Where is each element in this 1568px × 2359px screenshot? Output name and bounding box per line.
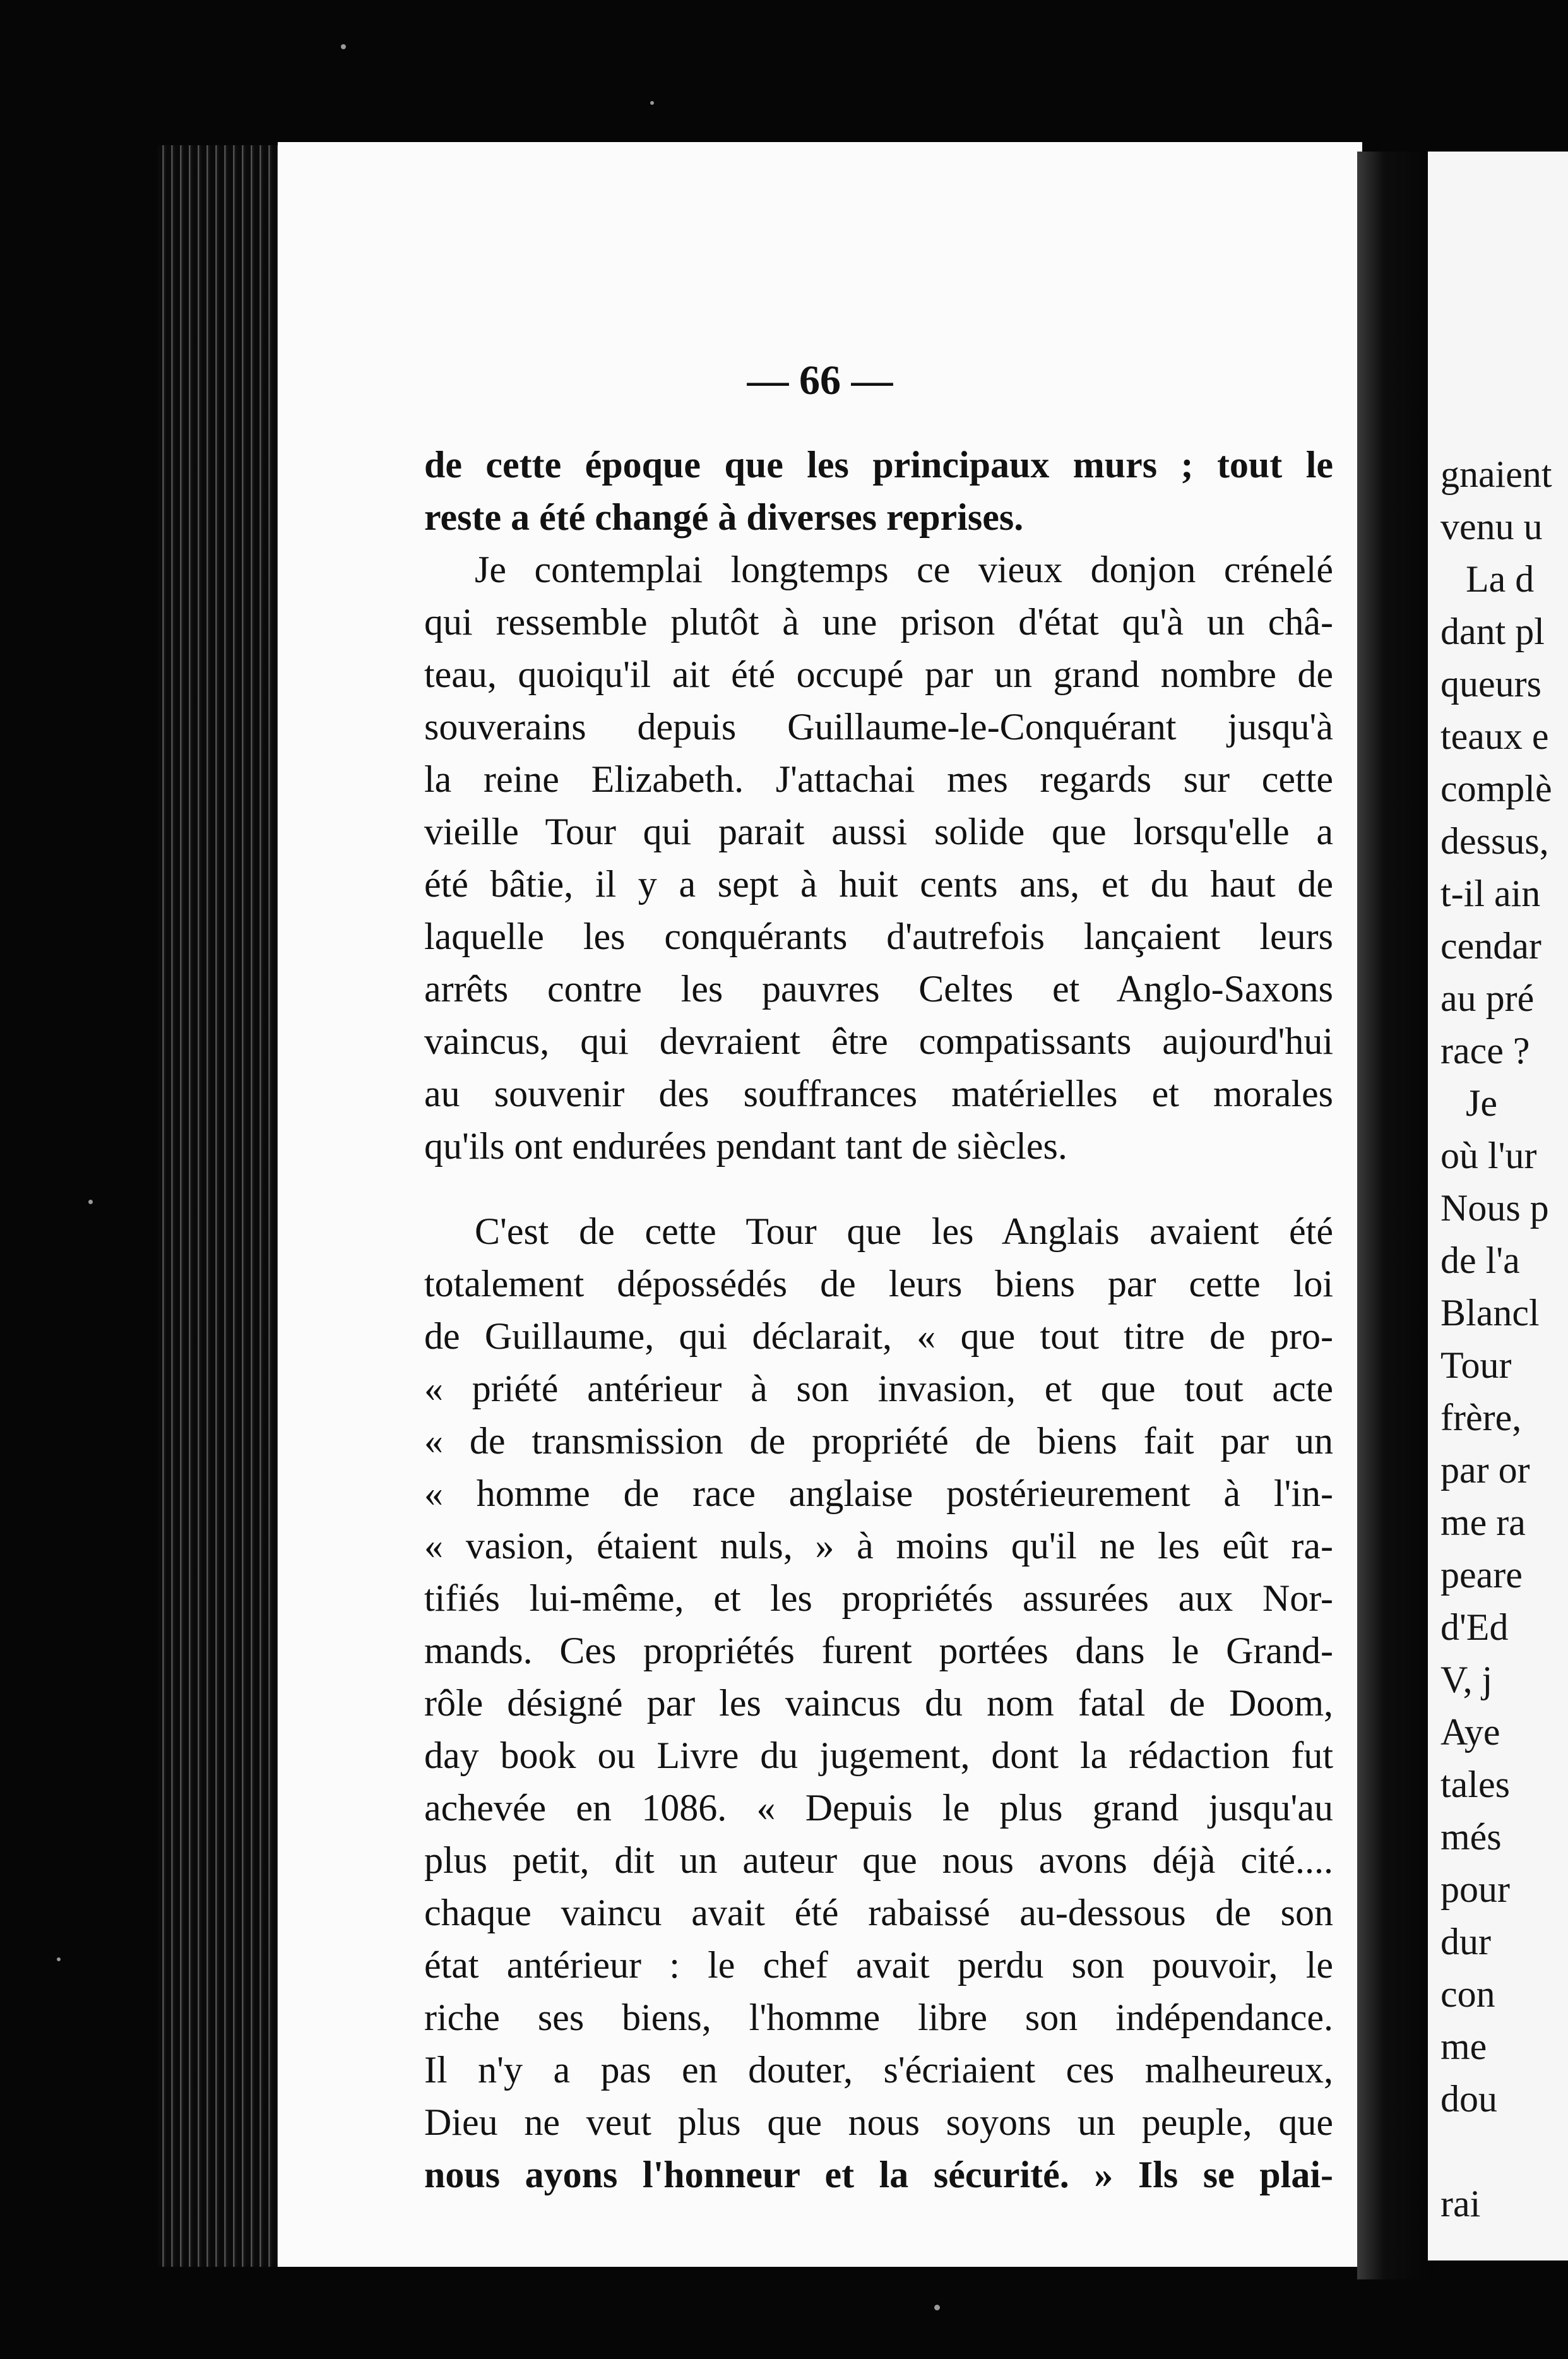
facing-page-line: peare bbox=[1440, 1554, 1523, 1596]
paragraph-gap bbox=[424, 1173, 1333, 1205]
text-line: achevée en 1086. « Depuis le plus grand jusqu'au bbox=[424, 1787, 1333, 1829]
facing-page-line: cendar bbox=[1440, 925, 1541, 967]
scan-speck bbox=[341, 44, 346, 49]
facing-page-line: La d bbox=[1466, 558, 1535, 600]
text-line: « homme de race anglaise postérieurement à l'in- bbox=[424, 1472, 1333, 1514]
facing-page-line: me bbox=[1440, 2026, 1487, 2067]
text-line: qu'ils ont endurées pendant tant de siècles. bbox=[424, 1125, 1067, 1167]
page-body-text bbox=[424, 439, 1333, 2201]
scan-speck bbox=[934, 2305, 940, 2310]
facing-page-line: Aye bbox=[1440, 1711, 1500, 1753]
facing-page-line: où l'ur bbox=[1440, 1135, 1537, 1176]
text-line: rôle désigné par les vaincus du nom fatal de Doom, bbox=[424, 1682, 1333, 1724]
text-line: riche ses biens, l'homme libre son indépendance. bbox=[424, 1997, 1333, 2038]
facing-page-line: tales bbox=[1440, 1764, 1510, 1805]
text-line: au souvenir des souffrances matérielles et morales bbox=[424, 1073, 1333, 1114]
text-line: arrêts contre les pauvres Celtes et Anglo-Saxons bbox=[424, 968, 1333, 1010]
facing-page-line: V, j bbox=[1440, 1659, 1493, 1700]
facing-page-line: dur bbox=[1440, 1921, 1491, 1962]
facing-page-line: teaux e bbox=[1440, 715, 1549, 757]
text-line: Il n'y a pas en douter, s'écriaient ces malheureux, bbox=[424, 2049, 1333, 2091]
text-line: vieille Tour qui parait aussi solide que lorsqu'elle a bbox=[424, 811, 1333, 852]
text-line: nous ayons l'honneur et la sécurité. » Ils se plai- bbox=[424, 2154, 1333, 2195]
facing-page-line: t-il ain bbox=[1440, 873, 1541, 914]
facing-page-line: d'Ed bbox=[1440, 1606, 1509, 1648]
facing-page-line: Je bbox=[1466, 1082, 1497, 1124]
text-line: C'est de cette Tour que les Anglais avaient été bbox=[475, 1210, 1333, 1252]
text-line: été bâtie, il y a sept à huit cents ans, et du haut de bbox=[424, 863, 1333, 905]
text-line: totalement dépossédés de leurs biens par cette loi bbox=[424, 1263, 1333, 1305]
facing-page-line: venu u bbox=[1440, 506, 1543, 547]
text-line: reste a été changé à diverses reprises. bbox=[424, 496, 1024, 538]
scan-speck bbox=[88, 1200, 93, 1204]
text-line: chaque vaincu avait été rabaissé au-dessous de son bbox=[424, 1892, 1333, 1933]
text-line: plus petit, dit un auteur que nous avons déjà cité.... bbox=[424, 1839, 1333, 1881]
facing-page-line: pour bbox=[1440, 1868, 1510, 1910]
facing-page-text bbox=[1440, 448, 1552, 2230]
text-line: vaincus, qui devraient être compatissants aujourd'hui bbox=[424, 1020, 1333, 1062]
text-line: mands. Ces propriétés furent portées dans le Grand- bbox=[424, 1630, 1333, 1671]
page-stack-edge bbox=[158, 145, 278, 2267]
text-line: « vasion, étaient nuls, » à moins qu'il ne les eût ra- bbox=[424, 1525, 1333, 1567]
facing-page-line: con bbox=[1440, 1973, 1495, 2015]
facing-page-line: dou bbox=[1440, 2078, 1497, 2120]
facing-page-line: frère, bbox=[1440, 1397, 1522, 1438]
facing-page-line: gnaient bbox=[1440, 453, 1552, 495]
facing-page-line: dant pl bbox=[1440, 611, 1545, 652]
facing-page-line: Tour bbox=[1440, 1344, 1512, 1386]
binding-gutter bbox=[1357, 152, 1433, 2279]
text-line: laquelle les conquérants d'autrefois lançaient leurs bbox=[424, 916, 1333, 957]
facing-page-fragment bbox=[1428, 152, 1568, 2260]
page-number: — 66 — bbox=[747, 357, 893, 403]
text-line: Je contemplai longtemps ce vieux donjon crénelé bbox=[475, 549, 1333, 590]
text-line: day book ou Livre du jugement, dont la rédaction fut bbox=[424, 1735, 1333, 1776]
facing-page-line: par or bbox=[1440, 1449, 1530, 1491]
facing-page-line: au pré bbox=[1440, 977, 1535, 1019]
facing-page-blank-line bbox=[1440, 2125, 1552, 2178]
text-line: état antérieur : le chef avait perdu son pouvoir, le bbox=[424, 1944, 1333, 1986]
facing-page-line: Blancl bbox=[1440, 1292, 1540, 1334]
facing-page-line: race ? bbox=[1440, 1030, 1530, 1072]
text-line: Dieu ne veut plus que nous soyons un peuple, que bbox=[424, 2101, 1333, 2143]
facing-page-line: me ra bbox=[1440, 1502, 1526, 1543]
text-line: de Guillaume, qui déclarait, « que tout titre de pro- bbox=[424, 1315, 1333, 1357]
text-line: « de transmission de propriété de biens fait par un bbox=[424, 1420, 1333, 1462]
text-line: souverains depuis Guillaume-le-Conquérant jusqu'à bbox=[424, 706, 1333, 748]
left-page bbox=[278, 142, 1362, 2267]
scan-speck bbox=[650, 101, 654, 105]
text-line: « priété antérieur à son invasion, et que tout acte bbox=[424, 1368, 1333, 1409]
text-line: qui ressemble plutôt à une prison d'état qu'à un châ- bbox=[424, 601, 1333, 643]
facing-page-line: dessus, bbox=[1440, 820, 1549, 862]
facing-page-line: de l'a bbox=[1440, 1239, 1520, 1281]
facing-page-line: Nous p bbox=[1440, 1187, 1549, 1229]
facing-page-line: queurs bbox=[1440, 663, 1541, 705]
text-line: de cette époque que les principaux murs ; tout le bbox=[424, 444, 1333, 486]
scan-speck bbox=[57, 1957, 61, 1961]
facing-page-line: complè bbox=[1440, 768, 1552, 809]
text-line: tifiés lui-même, et les propriétés assurées aux Nor- bbox=[424, 1577, 1333, 1619]
text-line: la reine Elizabeth. J'attachai mes regards sur cette bbox=[424, 758, 1333, 800]
text-line: teau, quoiqu'il ait été occupé par un grand nombre de bbox=[424, 654, 1333, 695]
facing-page-line: rai bbox=[1440, 2183, 1481, 2225]
facing-page-line: més bbox=[1440, 1816, 1502, 1858]
